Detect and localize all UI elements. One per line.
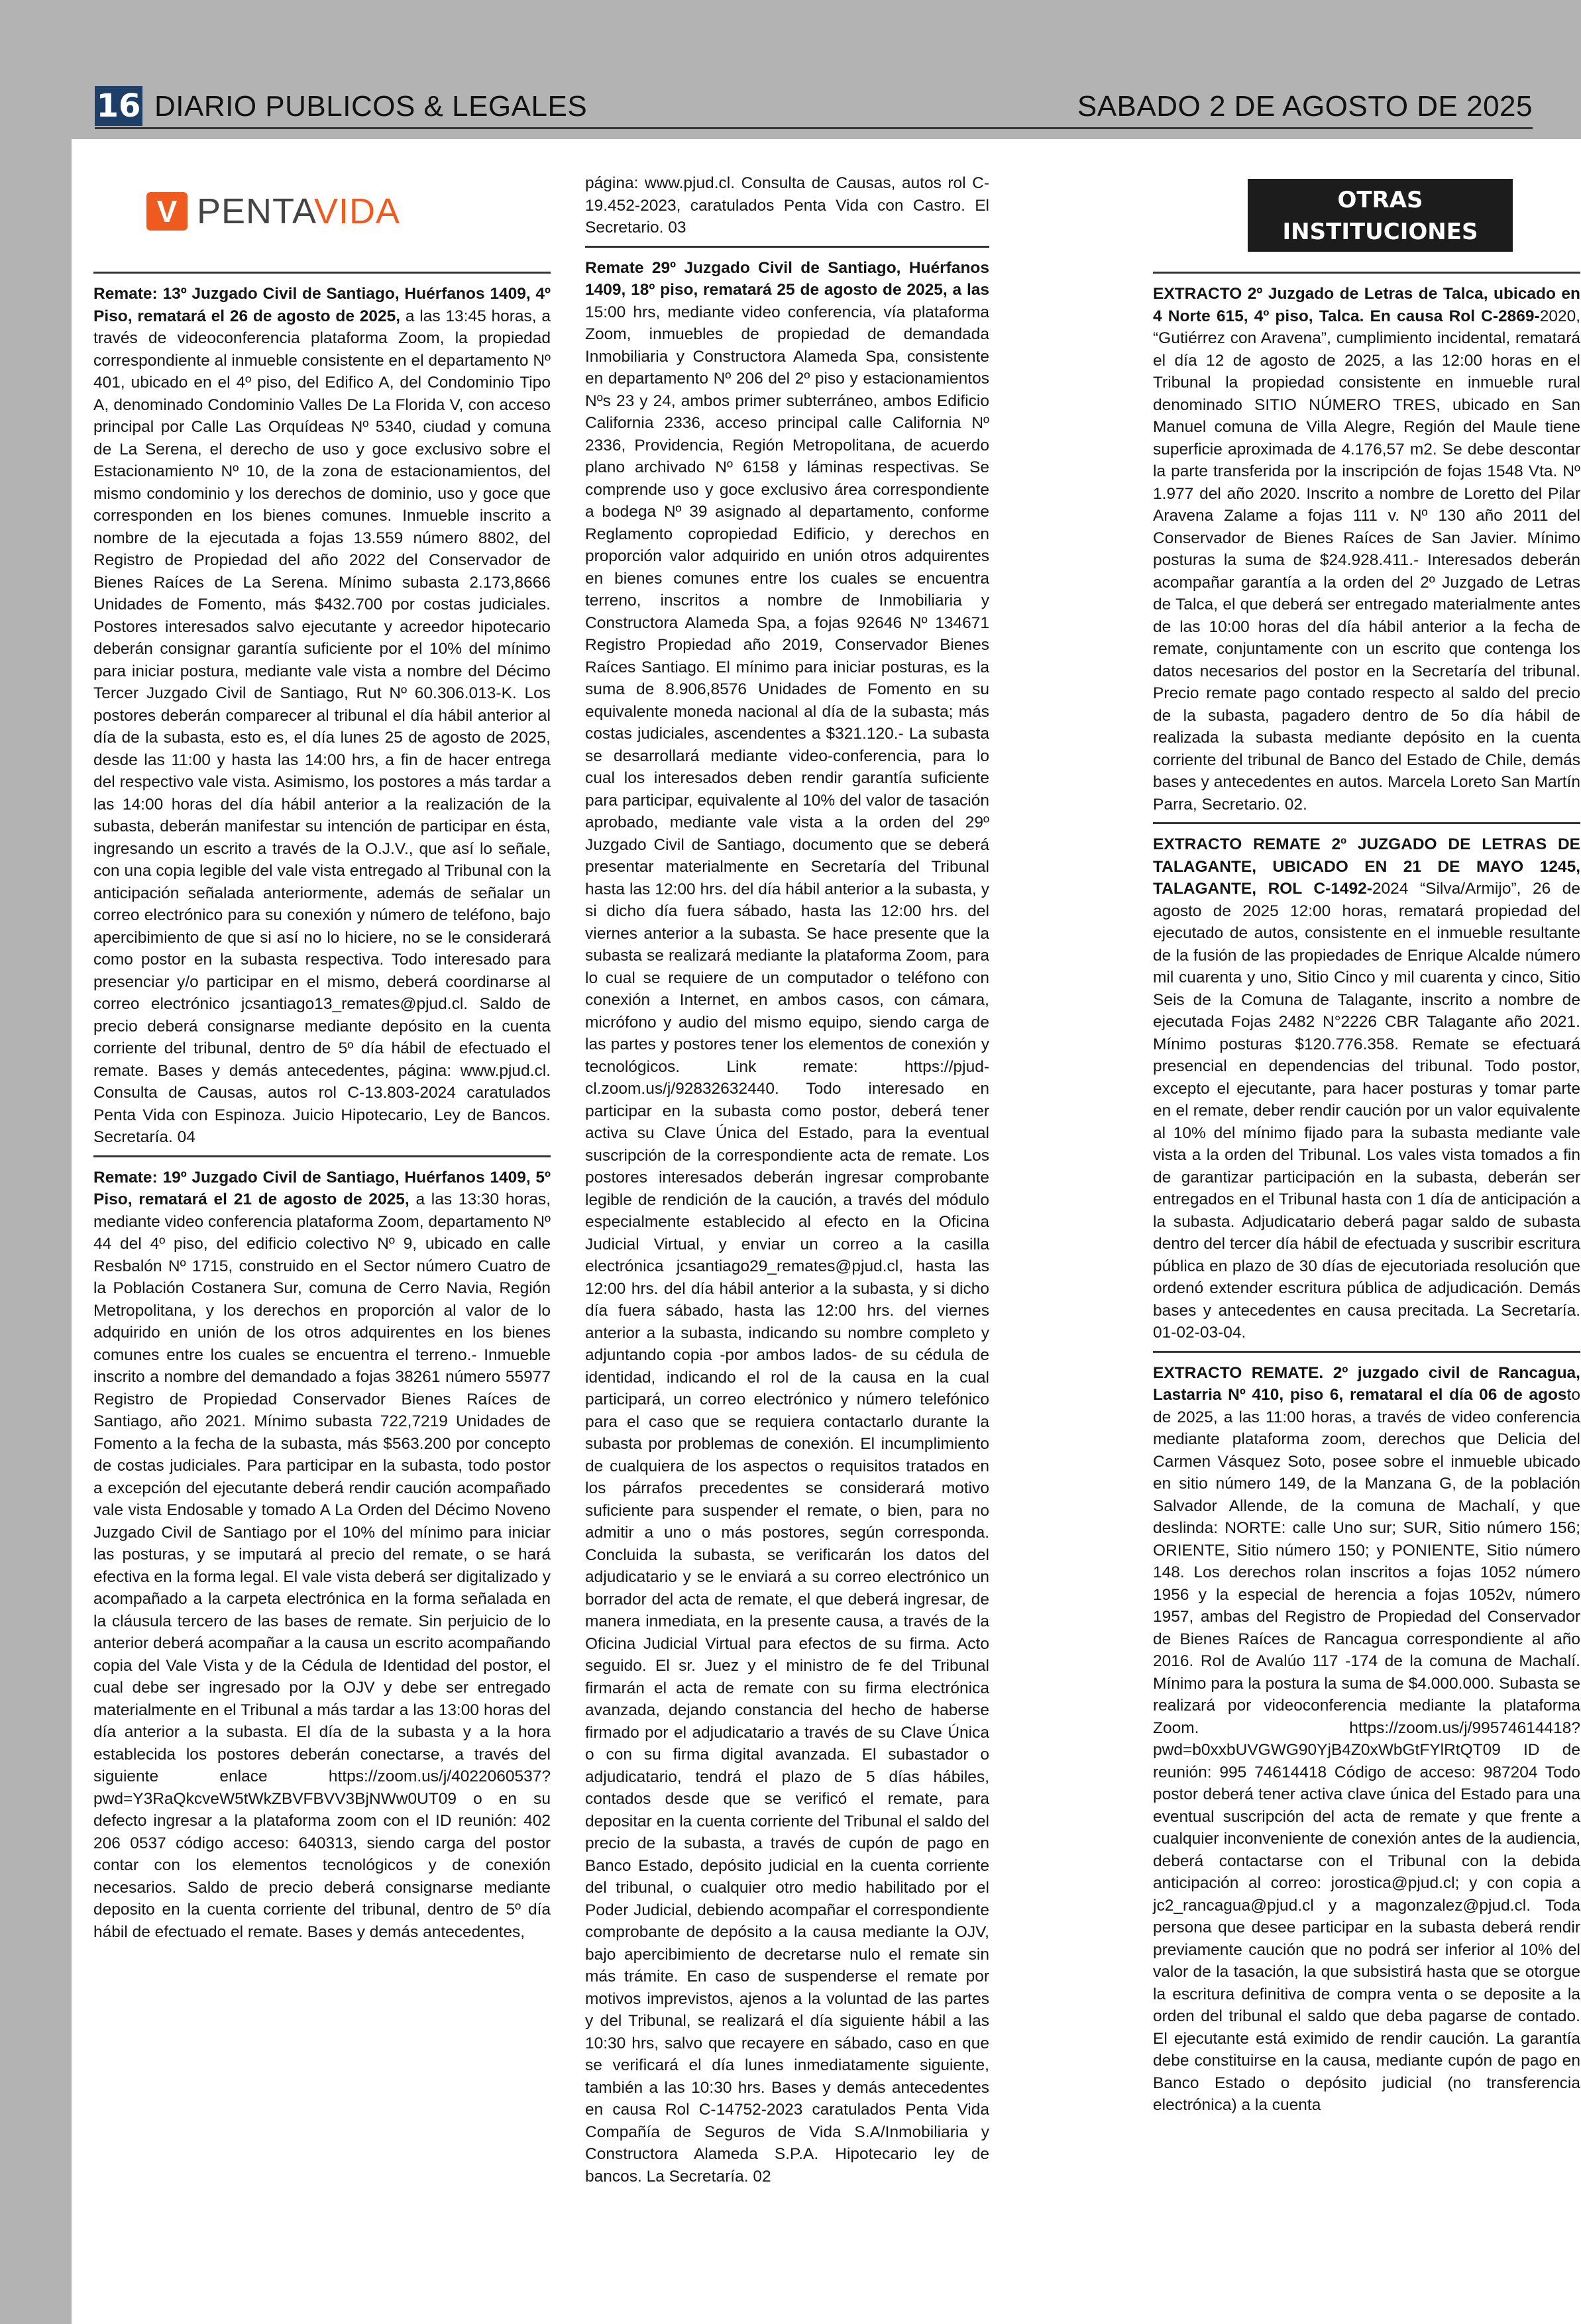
notice-rancagua — [1153, 1362, 1580, 2117]
notice-text: 2024 “Silva/Armijo”, 26 de agosto de 2025 12:00 horas, rematará propiedad del ejecutado de autos, consistente en el inmueble resultante de la fusión de las propiedades de Enrique Alcalde número mil cuarenta y uno, Sitio Cinco y mil cuarenta y cinco, Sitio Seis de la Comuna de Talagante, inscrito a nombre de ejecutada Fojas 2482 N°2226 CBR Talagante año 2021. Mínimo posturas $120.776.358. Remate se efectuará presencial en dependencias del tribunal. Todo postor, excepto el ejecutante, para hacer posturas y tomar parte en el remate, deber rendir caución por un valor equivalente al 10% del mínimo fijado para la subasta mediante vale vista a la orden del Tribunal. Los vales vista tomados a fin de garantizar participación en la subasta, deberán ser entregados en el Tribunal hasta con 1 día de anticipación a la subasta. Adjudicatario deberá pagar saldo de subasta dentro del tercer día hábil de efectuada y suscribir escritura pública en plazo de 30 días de ejecutoriada resolución que ordenó extender escritura pública de adjudicación. Demás bases y antecedentes en causa precitada. La Secretaría. 01-02-03-04. — [1153, 880, 1580, 1342]
logo-text — [197, 191, 400, 232]
divider — [1153, 822, 1580, 824]
penta-vida-v-icon: V — [146, 192, 188, 231]
notice-heading: Remate 29º Juzgado Civil de Santiago, Huérfanos 1409, 18º piso, rematará 25 de agosto de 2025, a las — [585, 258, 989, 299]
divider — [1153, 272, 1580, 274]
column-middle-text — [585, 139, 989, 2188]
notice-29-juzgado — [585, 257, 989, 2188]
column-middle — [585, 139, 1118, 2324]
divider — [1153, 1351, 1580, 1353]
notice-heading: Remate: 19º Juzgado Civil de Santiago, Huérfanos 1409, 5º Piso, rematará el 21 de agosto de 2025, — [93, 1168, 551, 1208]
notice-text: a las 13:30 horas, mediante video conferencia plataforma Zoom, departamento Nº 44 del 4º piso, del edificio colectivo Nº 9, ubicado en calle Resbalón Nº 1715, construido en el Sector número Cuatro de la Población Costanera Sur, comuna de Cerro Navia, Región Metropolitana, y los derechos en proporción al valor de lo adquirido en unión de los otros adquirentes en los bienes comunes entre los cuales se encuentra el terreno.- Inmueble inscrito a nombre del demandado a fojas 38261 número 55977 Registro de Propiedad Conservador Bienes Raíces de Santiago, año 2021. Mínimo subasta 722,7219 Unidades de Fomento a la fecha de la subasta, más $563.200 por concepto de costas judiciales. Para participar en la subasta, todo postor a excepción del ejecutante deberá rendir caución acompañado vale vista Endosable y tomado A La Orden del Décimo Noveno Juzgado Civil de Santiago por el 10% del mínimo para iniciar las posturas, y se imputará al precio del remate, o se hará efectiva en la forma legal. El vale vista deberá ser digitalizado y acompañado a la carpeta electrónica en la forma señalada en la cláusula tercero de las bases de remate. Sin perjuicio de lo anterior deberá acompañar a la causa un escrito acompañando copia del Vale Vista y de la Cédula de Identidad del postor, el cual debe ser ingresado por la OJV y debe ser entregado materialmente en el Tribunal a más tardar a las 13:00 horas del día anterior a la subasta. El día de la subasta y a la hora establecida los postores deberán conectarse, a través del siguiente enlace https://zoom.us/j/4022060537?pwd=Y3RaQkcveW5tWkZBVFBVV3BjNWw0UT09 o en su defecto ingresar a la plataforma zoom con el ID reunión: 402 206 0537 código acceso: 640313, siendo carga del postor contar con los elementos tecnológicos y de conexión necesarios. Saldo de precio deberá consignarse mediante deposito en la cuenta corriente del tribunal, dentro de 5º día hábil de efectuado el remate. Bases y demás antecedentes, — [93, 1190, 551, 1941]
column-right-text — [1153, 265, 1580, 2117]
header-rule — [95, 127, 1533, 129]
logo-text-penta: PENTA — [197, 191, 315, 231]
publication-title: DIARIO PUBLICOS & LEGALES — [154, 90, 588, 123]
notice-text: to de 2025, a las 11:00 horas, a través de video conferencia mediante plataforma zoom, derechos que Delicia del Carmen Vásquez Soto, posee sobre el inmueble ubicado en sitio número 149, de la Manzana G, de la población Salvador Allende, de la comuna de Machalí, y que deslinda: NORTE: calle Uno sur; SUR, Sitio número 156; ORIENTE, Sitio número 150; y PONIENTE, Sitio número 148. Los derechos rolan inscritos a fojas 1052 número 1956 y la especial de herencia a fojas 1052v, número 1957, ambas del Registro de Propiedad del Conservador de Bienes Raíces de Rancagua correspondiente al año 2016. Rol de Avalúo 117 -174 de la comuna de Machalí. Mínimo para la postura la suma de $4.000.000. Subasta se realizará por videoconferencia mediante la plataforma Zoom. https://zoom.us/j/99574614418?pwd=b0xxbUVGWG90YjB4Z0xWbGtFYlRtQT09 ID de reunión: 995 74614418 Código de acceso: 987204 Todo postor deberá tener activa clave única del Estado para una eventual suscripción del acta de remate y que frente a cualquier inconveniente de conexión antes de la audiencia, deberá contactarse con el Tribunal con la debida anticipación al correo: jorostica@pjud.cl; y con copia a jc2_rancagua@pjud.cl y a magonzalez@pjud.cl. Toda persona que desee participar en la subasta deberá rendir previamente caución que no podrá ser inferior al 10% del valor de la tasación, la que subsistirá hasta que se otorgue la escritura definitiva de compra venta o se deposite a la orden del tribunal el saldo que deba pagarse de contado. El ejecutante está eximido de rendir caución. La garantía debe constituirse en la causa, mediante cupón de pago en Banco Estado o depósito judicial (no transferencia electrónica) a la cuenta — [1153, 1386, 1580, 2114]
notice-continuation: página: www.pjud.cl. Consulta de Causas, autos rol C-19.452-2023, caratulados Penta Vida con Castro. El Secretario. 03 — [585, 174, 989, 237]
column-left — [93, 139, 551, 2324]
notice-heading: EXTRACTO REMATE 2º JUZGADO DE LETRAS DE TALAGANTE, UBICADO EN 21 DE MAYO 1245, TALAGANTE, ROL C-1492- — [1153, 835, 1580, 898]
notice-text: 2020, “Gutiérrez con Aravena”, cumplimiento incidental, rematará el día 12 de agosto de 2025, a las 12:00 horas en el Tribunal la propiedad consistente en inmueble rural denominado SITIO NÚMERO TRES, ubicado en San Manuel comuna de Villa Alegre, Región del Maule tiene superficie aproximada de 4.176,57 m2. Se debe descontar la parte transferida por la inscripción de fojas 1548 Vta. Nº 1.977 del año 2020. Inscrito a nombre de Loretto del Pilar Aravena Zalame a fojas 111 v. Nº 130 año 2011 del Conservador de Bienes Raíces de San Javier. Mínimo posturas la suma de $24.928.411.- Interesados deberán acompañar garantía a la orden del 2º Juzgado de Letras de Talca, el que deberá ser entregado materialmente antes de las 10:00 horas del día hábil anterior a la fecha de remate, conjuntamente con un escrito que contenga los datos necesarios del postor en la Secretaría del tribunal. Precio remate pago contado respecto al saldo del precio de la subasta, pagadero dentro de 5o día hábil de realizada la subasta mediante depósito en la cuenta corriente del tribunal de Banco del Estado de Chile, demás bases y antecedentes en autos. Marcela Loreto San Martín Parra, Secretario. 02. — [1153, 307, 1580, 814]
column-right — [1073, 139, 1580, 2324]
column-left-text — [93, 265, 551, 1943]
page-header — [95, 86, 1533, 126]
banner-line-1: OTRAS INSTITUCIONES — [1282, 187, 1478, 245]
notice-heading: Remate: 13º Juzgado Civil de Santiago, Huérfanos 1409, 4º Piso, rematará el 26 de agosto de 2025, — [93, 285, 551, 325]
divider — [93, 1155, 551, 1157]
notice-text: 15:00 hrs, mediante video conferencia, vía plataforma Zoom, inmuebles de propiedad de demandada Inmobiliaria y Constructora Alameda Spa, consistente en departamento Nº 206 del 2º piso y estacionamientos Nºs 23 y 24, ambos primer subterráneo, ambos Edificio California 2336, acceso principal calle California Nº 2336, Providencia, Región Metropolitana, de acuerdo plano archivado Nº 6158 y láminas respectivas. Se comprende uso y goce exclusivo área correspondiente a bodega Nº 39 asignado al departamento, conforme Reglamento copropiedad Edificio, y derechos en proporción valor adquirido en unión otros adquirentes en bienes comunes entre los cuales se encuentra terreno, inscritos a nombre de Inmobiliaria y Constructora Alameda Spa, a fojas 92646 Nº 134671 Registro Propiedad año 2019, Conservador Bienes Raíces Santiago. El mínimo para iniciar posturas, es la suma de 8.906,8576 Unidades de Fomento en su equivalente moneda nacional al día de la subasta; más costas judiciales, ascendentes a $321.120.- La subasta se desarrollará mediante video-conferencia, para lo cual los interesados deben rendir garantía suficiente para participar, equivalente al 10% del valor de tasación aprobado, mediante vale vista a la orden del 29º Juzgado Civil de Santiago, documento que se deberá presentar materialmente en Secretaría del Tribunal hasta las 12:00 hrs. del día hábil anterior a la subasta, y si dicho día fuera sábado, hasta las 12:00 hrs. del viernes anterior a la subasta. Se hace presente que la subasta se realizará mediante la plataforma Zoom, para lo cual se requiere de un computador o teléfono con conexión a Internet, en ambos casos, con cámara, micrófono y audio del mismo equipo, siendo carga de las partes y postores tener los elementos de conexión y tecnológicos. Link remate: https://pjud-cl.zoom.us/j/92832632440. Todo interesado en participar en la subasta como postor, deberá tener activa su Clave Única del Estado, para la eventual suscripción de la correspondiente acta de remate. Los postores interesados deberán ingresar comprobante legible de rendición de la caución, a través del módulo especialmente establecido al efecto en la Oficina Judicial Virtual, y enviar un correo a la casilla electrónica jcsantiago29_remates@pjud.cl, hasta las 12:00 hrs. del día hábil anterior a la subasta, y si dicho día fuera sábado, hasta las 12:00 hrs. del viernes anterior a la subasta, indicando su nombre completo y adjuntando copia -por ambos lados- de su cédula de identidad, indicando el rol de la causa en la cual participará, un correo electrónico y número telefónico para el caso que se requiera contactarlo durante la subasta por problemas de conexión. El incumplimiento de cualquiera de los aspectos o requisitos tratados en los párrafos precedentes se considerará motivo suficiente para suspender el remate, o bien, para no admitir a uno o más postores, según corresponda. Concluida la subasta, se verificarán los datos del adjudicatario y se le enviará a su correo electrónico un borrador del acta de remate, el que deberá ingresar, de manera inmediata, en la presente causa, a través de la Oficina Judicial Virtual para efectos de su firma. Acto seguido. El sr. Juez y el ministro de fe del Tribunal firmarán el acta de remate con su firma electrónica avanzada, dejando constancia del hecho de haberse firmado por el adjudicatario a través de su Clave Única o con su firma digital avanzada. El subastador o adjudicatario, tendrá el plazo de 5 días hábiles, contados desde que se verificó el remate, para depositar en la cuenta corriente del Tribunal el saldo del precio de la subasta, a través de cupón de pago en Banco Estado, depósito judicial en la cuenta corriente del tribunal, o cualquier otro medio habilitado por el Poder Judicial, debiendo acompañar el correspondiente comprobante de depósito a la causa mediante la OJV, bajo apercibimiento de decretarse nulo el remate sin más trámite. En caso de suspenderse el remate por motivos imprevistos, ajenos a la voluntad de las partes y del Tribunal, se realizará el día siguiente hábil a las 10:30 hrs, salvo que recayere en sábado, caso en que se verificará el día lunes inmediatamente siguiente, también a las 10:30 hrs. Bases y demás antecedentes en causa Rol C-14752-2023 caratulados Penta Vida Compañía de Seguros de Vida S.A/Inmobiliaria y Constructora Alameda S.P.A. Hipotecario ley de bancos. La Secretaría. 02 — [585, 303, 989, 2186]
logo-text-vida: VIDA — [314, 191, 401, 231]
notice-heading: EXTRACTO REMATE. 2º juzgado civil de Rancagua, Lastarria Nº 410, piso 6, remataral el día 06 de agos — [1153, 1363, 1580, 1404]
divider — [93, 272, 551, 274]
banner-line-2: Y PARTICULARES — [1274, 250, 1486, 277]
divider — [585, 246, 989, 248]
page-number: 16 — [95, 86, 142, 126]
notice-13-juzgado — [93, 283, 551, 1149]
notice-talagante — [1153, 833, 1580, 1344]
notice-text: a las 13:45 horas, a través de videoconferencia plataforma Zoom, la propiedad correspondiente al inmueble consistente en el departamento Nº 401, ubicado en el 4º piso, del Edifico A, del Condominio Tipo A, denominado Condominio Valles De La Florida V, con acceso principal por Calle Las Orquídeas Nº 5340, ciudad y comuna de La Serena, el derecho de uso y goce exclusivo sobre el Estacionamiento Nº 10, de la zona de estacionamientos, del mismo condominio y los derechos de dominio, uso y goce que corresponden en los bienes comunes. Inmueble inscrito a nombre de la ejecutada a fojas 13.559 número 8802, del Registro de Propiedad del año 2022 del Conservador de Bienes Raíces de La Serena. Mínimo subasta 2.173,8666 Unidades de Fomento, más $432.700 por costas judiciales. Postores interesados salvo ejecutante y acreedor hipotecario deberán consignar garantía suficiente por el 10% del mínimo para iniciar postura, mediante vale vista a nombre del Décimo Tercer Juzgado Civil de Santiago, Rut Nº 60.306.013-K. Los postores deberán comparecer al tribunal el día hábil anterior al día de la subasta, esto es, el día lunes 25 de agosto de 2025, desde las 11:00 y hasta las 14:00 hrs, a fin de hacer entrega del respectivo vale vista. Asimismo, los postores a más tardar a las 14:00 horas del día hábil anterior a la realización de la subasta, deberán manifestar su intención de participar en ésta, ingresando un escrito a través de la O.J.V., que así lo señale, con una copia legible del vale vista entregado al Tribunal con la anticipación señalada anteriormente, además de señalar un correo electrónico para su conexión y número de teléfono, bajo apercibimiento de que si así no lo hiciere, no se le considerará como postor en la subasta respectiva. Todo interesado para presenciar y/o participar en el mismo, deberá coordinarse al correo electrónico jcsantiago13_remates@pjud.cl. Saldo de precio deberá consignarse mediante depósito en la cuenta corriente del tribunal, dentro de 5º día hábil de efectuado el remate. Bases y demás antecedentes, página: www.pjud.cl. Consulta de Causas, autos rol C-13.803-2024 caratulados Penta Vida con Espinoza. Juicio Hipotecario, Ley de Bancos. Secretaría. 04 — [93, 307, 551, 1146]
penta-vida-logo — [146, 187, 458, 237]
publication-date: SABADO 2 DE AGOSTO DE 2025 — [1077, 90, 1533, 123]
page-body — [72, 139, 1581, 2324]
notice-talca — [1153, 283, 1580, 816]
notice-heading: EXTRACTO 2º Juzgado de Letras de Talca, ubicado en 4 Norte 615, 4º piso, Talca. En causa Rol C-2869- — [1153, 285, 1580, 325]
notice-19-juzgado — [93, 1167, 551, 1944]
